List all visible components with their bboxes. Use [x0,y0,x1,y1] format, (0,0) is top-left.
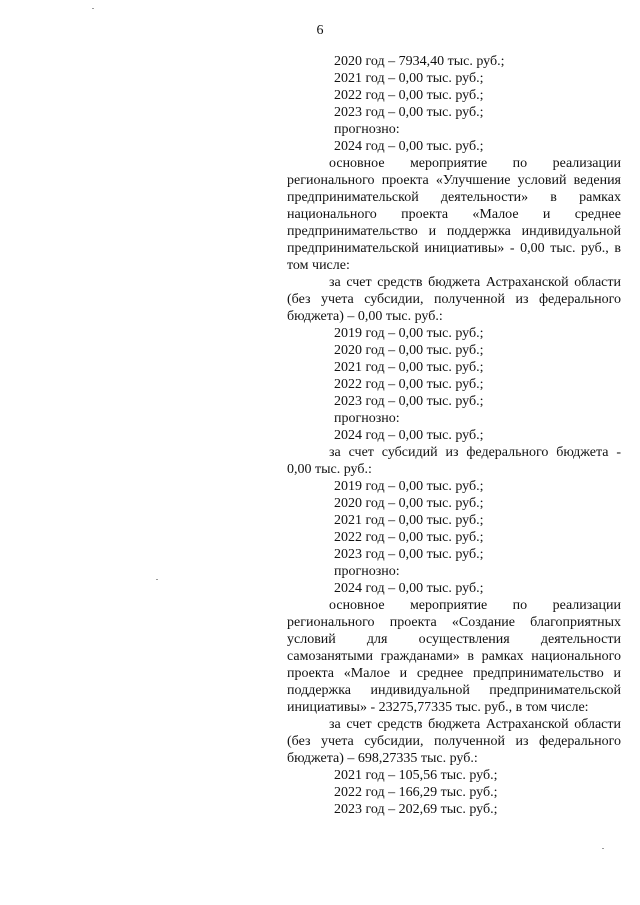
list-item: 2023 год – 0,00 тыс. руб.; [334,394,484,409]
list-item: 2022 год – 0,00 тыс. руб.; [334,88,484,103]
paragraph: основное мероприятие по реализации регионального проекта «Улучшение условий ведения предпринимательской деятельности» в рамках национального проекта «Малое и среднее предпринимательство и поддержка индивидуальной предпринимательской инициативы» - 0,00 тыс. руб., в том числе: [287,156,621,273]
list-item: 2024 год – 0,00 тыс. руб.; [334,139,484,154]
list-item: прогнозно: [334,411,400,426]
paragraph: за счет субсидий из федерального бюджета - 0,00 тыс. руб.: [287,445,621,477]
paragraph: основное мероприятие по реализации регионального проекта «Создание благоприятных условий для осуществления деятельности самозанятыми гражданами» в рамках национального проекта «Малое и среднее предпринимательство и поддержка индивидуальной предпринимательской инициативы» - 23275,77335 тыс. руб., в том числе: [287,598,621,715]
list-item: 2021 год – 0,00 тыс. руб.; [334,71,484,86]
list-item: 2019 год – 0,00 тыс. руб.; [334,479,484,494]
year-list-d [287,767,621,818]
list-item: 2020 год – 7934,40 тыс. руб.; [334,54,505,69]
list-item: 2021 год – 0,00 тыс. руб.; [334,360,484,375]
year-list-a [287,53,621,155]
year-list-c [287,478,621,597]
list-item: 2023 год – 202,69 тыс. руб.; [334,802,498,817]
scan-speck [602,848,604,849]
list-item: 2022 год – 166,29 тыс. руб.; [334,785,498,800]
paragraph: за счет средств бюджета Астраханской области (без учета субсидии, полученной из федерального бюджета) – 698,27335 тыс. руб.: [287,717,621,766]
scan-speck [92,8,94,9]
list-item: 2020 год – 0,00 тыс. руб.; [334,343,484,358]
list-item: 2019 год – 0,00 тыс. руб.; [334,326,484,341]
list-item: 2021 год – 0,00 тыс. руб.; [334,513,484,528]
paragraph: за счет средств бюджета Астраханской области (без учета субсидии, полученной из федерального бюджета) – 0,00 тыс. руб.: [287,275,621,324]
list-item: 2024 год – 0,00 тыс. руб.; [334,581,484,596]
list-item: прогнозно: [334,564,400,579]
list-item: 2022 год – 0,00 тыс. руб.; [334,377,484,392]
text-column [287,53,621,818]
scan-speck [156,579,158,580]
list-item: 2023 год – 0,00 тыс. руб.; [334,547,484,562]
year-list-b [287,325,621,444]
list-item: прогнозно: [334,122,400,137]
list-item: 2023 год – 0,00 тыс. руб.; [334,105,484,120]
list-item: 2020 год – 0,00 тыс. руб.; [334,496,484,511]
list-item: 2022 год – 0,00 тыс. руб.; [334,530,484,545]
list-item: 2024 год – 0,00 тыс. руб.; [334,428,484,443]
page-number: 6 [316,23,324,38]
list-item: 2021 год – 105,56 тыс. руб.; [334,768,498,783]
